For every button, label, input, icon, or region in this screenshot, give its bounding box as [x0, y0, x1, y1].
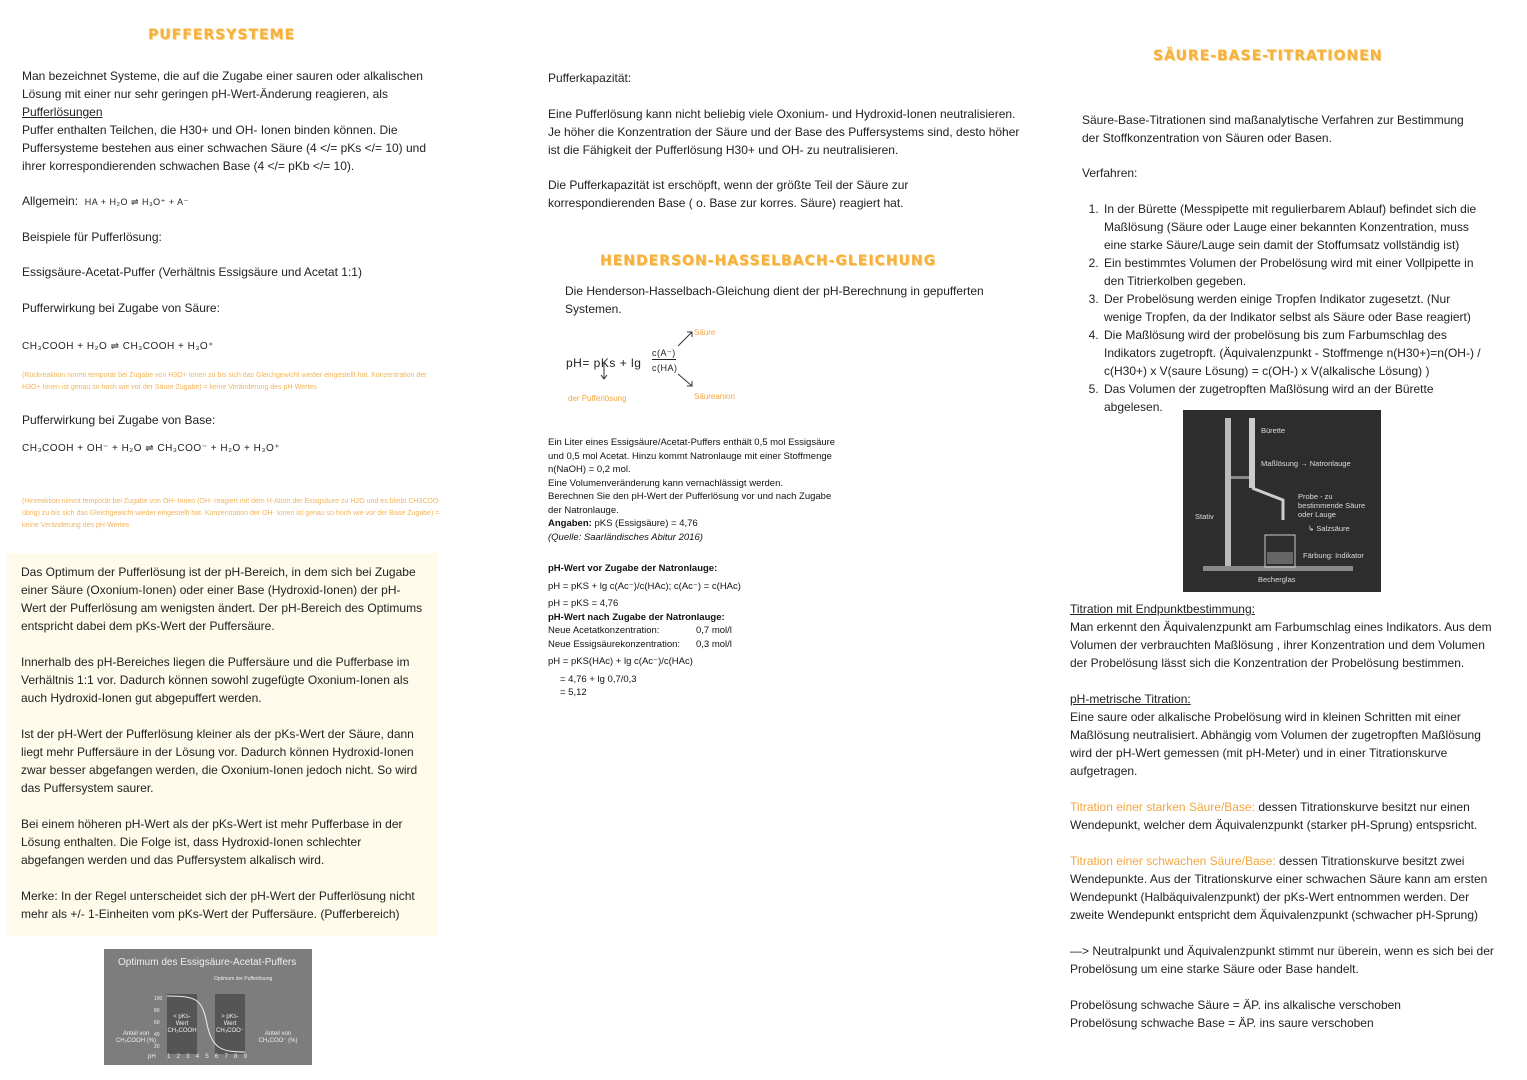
step-2: 2. Ein bestimmtes Volumen der Probelösung wird mit einer Vollpipette in den Titrierkolben gegeben. — [1102, 254, 1482, 290]
tick: 5 — [205, 1054, 209, 1060]
example-task — [548, 436, 838, 700]
hh-description: Die Henderson-Hasselbach-Gleichung dient der pH-Berechnung in gepufferten Systemen. — [565, 284, 984, 316]
label-stativ: Stativ — [1195, 512, 1214, 521]
acetat-label: Neue Acetatkonzentration: — [548, 625, 660, 636]
label-buerette: Bürette — [1261, 426, 1286, 435]
allgemein-equation: HA + H₂O ⇌ H₃O⁺ + A⁻ — [84, 197, 189, 207]
example-source: (Quelle: Saarländisches Abitur 2016) — [548, 531, 703, 543]
angaben-label: Angaben: — [548, 518, 592, 529]
formula-5: = 5,12 — [560, 687, 587, 698]
saeure-note: (Rückreaktion nimmt temporär bei Zugabe von H3O+ Ionen zu bis sich das Gleichgewicht wieder eingestellt hat. Konzentration der H3O+ Ionen ist genau so hoch wie vor der Säure Zugabe) = keine Veränderung des pH-Wertes — [22, 372, 427, 391]
ph-metrisch-heading: pH-metrische Titration: — [1070, 692, 1191, 706]
schwach-label: Titration einer schwachen Säure/Base: — [1070, 854, 1276, 868]
hh-arrows — [566, 326, 766, 396]
titration-figure — [1183, 410, 1381, 592]
optimum-figure — [104, 949, 312, 1065]
neutralpunkt-note: —> Neutralpunkt und Äquivalenzpunkt stimmt nur überein, wenn es sich bei der Probelösung um eine starke Säure oder Base handelt. — [1070, 944, 1494, 976]
optimum-paragraph: Das Optimum der Pufferlösung ist der pH-Bereich, in dem sich bei Zugabe einer Säure (Oxonium-Ionen) oder einer Base (Hydroxid-Ionen) der pH-Wert der Pufferlösung am wenigsten ändert. Der pH-Bereich des Optimums entspricht dabei dem pKs-Wert der Puffersäure. — [21, 565, 423, 633]
example-task-text: Ein Liter eines Essigsäure/Acetat-Puffers enthält 0,5 mol Essigsäure und 0,5 mol Acetat. Hinzu kommt Natronlauge mit einer Stoffmenge n(NaOH) = 0,2 mol. — [548, 437, 836, 475]
allgemein-label: Allgemein: — [22, 194, 79, 208]
essig-label: Neue Essigsäurekonzentration: — [548, 638, 681, 650]
acetat-value: 0,7 mol/l — [696, 625, 732, 636]
stark-text: dessen Titrationskurve besitzt nur einen Wendepunkt, welcher dem Äquivalenzpunkt (starker pH-Sprung) entspsricht. — [1070, 800, 1478, 832]
stark-label: Titration einer starken Säure/Base: — [1070, 800, 1255, 814]
verhaeltnis-paragraph: Innerhalb des pH-Bereiches liegen die Puffersäure und die Pufferbase im Verhältnis 1:1 vor. Dadurch können sowohl zugefügte Oxonium-Ionen als auch Hydroxid-Ionen gut abgepuffert werden. — [21, 655, 410, 705]
allgemein-line — [22, 192, 189, 211]
title-titrationen: SÄURE-BASE-TITRATIONEN — [1153, 48, 1383, 64]
titration-details — [1070, 600, 1495, 1032]
step-3: 3. Der Probelösung werden einige Tropfen Indikator zugesetzt. (Nur wenige Tropfen, da der Indikator selbst als Säure oder Base reagiert) — [1102, 290, 1482, 326]
saeure-heading: Pufferwirkung bei Zugabe von Säure: — [22, 301, 220, 315]
schwach-paragraph — [1070, 852, 1495, 924]
kapazitaet-paragraph-2: Die Pufferkapazität ist erschöpft, wenn der größte Teil der Säure zur korrespondierenden Base ( o. Base zur korres. Säure) reagiert hat. — [548, 178, 909, 210]
title-puffersysteme: PUFFERSYSTEME — [148, 27, 296, 43]
hh-anion-label: Säureanion — [694, 392, 735, 401]
beispiel-1: Essigsäure-Acetat-Puffer (Verhältnis Essigsäure und Acetat 1:1) — [22, 265, 362, 279]
step-1: 1. In der Bürette (Messpipette mit regulierbarem Ablauf) befindet sich die Maßlösung (Säure oder Lauge einer bekannten Konzentration, muss eine starke Säure/Lauge sein damit der Stoffumsatz vollständig ist) — [1102, 200, 1482, 254]
hoeher-paragraph: Bei einem höheren pH-Wert als der pKs-Wert ist mehr Pufferbase in der Lösung enthalten. Die Folge ist, dass Hydroxid-Ionen schlechter abgefangen werden und das Puffersystem alkalisch wird. — [21, 817, 403, 867]
kapazitaet-heading: Pufferkapazität: — [548, 71, 632, 85]
tick: 40 — [154, 1032, 160, 1038]
definition-paragraph — [22, 67, 452, 121]
title-henderson-hasselbach: HENDERSON-HASSELBACH-GLEICHUNG — [600, 253, 937, 269]
kleiner-paragraph: Ist der pH-Wert der Pufferlösung kleiner als der pKs-Wert der Säure, dann liegt mehr Puffersäure in der Lösung vor. Dadurch können Hydroxid-Ionen zwar besser abgefangen werden, die Oxonium-Ionen jedoch nicht. So wird das Puffersystem saurer. — [21, 727, 418, 795]
label-becherglas: Becherglas — [1258, 575, 1296, 584]
label-massloesung: Maßlösung → Natronlauge — [1261, 459, 1351, 468]
figure-ph-label: pH — [148, 1054, 156, 1060]
hh-numerator: c(A⁻) — [652, 348, 676, 358]
figure-y-ticks-left — [154, 993, 162, 1053]
example-task-volume: Eine Volumenveränderung kann vernachlässigt werden. — [548, 477, 784, 489]
definition-text: Man bezeichnet Systeme, die auf die Zugabe einer sauren oder alkalischen Lösung mit einer nur sehr geringen pH-Wert-Änderung reagieren, als — [22, 69, 423, 101]
formula-2: pH = pKS = 4,76 — [548, 598, 619, 609]
tick: 1 — [167, 1054, 171, 1060]
optimum-box — [7, 553, 438, 936]
angaben-value: pKS (Essigsäure) = 4,76 — [594, 518, 698, 529]
figure-left-region: < pKs-Wert CH₃COOH — [167, 994, 197, 1054]
formula-1: pH = pKS + lg c(Ac⁻)/c(HAc); c(Ac⁻) = c(HAc) — [548, 580, 741, 592]
hh-equation-left: pH= pKs + lg — [566, 356, 642, 370]
tick: 8 — [234, 1054, 238, 1060]
vor-heading: pH-Wert vor Zugabe der Natronlauge: — [548, 563, 718, 574]
pufferloesungen-term: Pufferlösungen — [22, 105, 103, 119]
acetat-row — [548, 624, 838, 638]
titration-intro: Säure-Base-Titrationen sind maßanalytische Verfahren zur Bestimmung der Stoffkonzentration von Säuren oder Basen. — [1082, 113, 1464, 145]
hh-saeure-label: Säure — [694, 328, 716, 337]
base-equation: CH₃COOH + OH⁻ + H₂O ⇌ CH₃COO⁻ + H₂O + H₃O⁺ — [22, 443, 281, 454]
label-probe: Probe - zu bestimmende Säure oder Lauge — [1298, 492, 1366, 519]
endpunkt-paragraph: Man erkennt den Äquivalenzpunkt am Farbumschlag eines Indikators. Aus dem Volumen der verbrauchten Maßlösung , ihrer Konzentration und dem Volumen der Probelösung lässt sich die Konzentration der Probelösung bestimmen. — [1070, 620, 1492, 670]
tick: 20 — [154, 1044, 160, 1050]
figure-right-axis: Anteil von CH₃COO⁻ (%) — [258, 1031, 298, 1044]
kapazitaet-paragraph-1: Eine Pufferlösung kann nicht beliebig viele Oxonium- und Hydroxid-Ionen neutralisieren. Je höher die Konzentration der Säure und der Base des Puffersystems sind, desto höher ist die Fähigkeit der Pufferlösung H30+ und OH- zu neutralisieren. — [548, 107, 1020, 157]
ph-metrisch-paragraph: Eine saure oder alkalische Probelösung wird in kleinen Schritten mit einer Maßlösung neutralisiert. Abhängig vom Volumen der zugetropften Maßlösung wird der pH-Wert gemessen (mit pH-Meter) und in einer Titrationskurve aufgetragen. — [1070, 710, 1481, 778]
figure-x-ticks — [167, 1054, 247, 1061]
tick: 100 — [154, 996, 163, 1002]
schwache-saeure-note: Probelösung schwache Säure = ÄP. ins alkalische verschoben — [1070, 998, 1401, 1012]
tick: 2 — [176, 1054, 180, 1060]
essig-value: 0,3 mol/l — [696, 638, 732, 650]
example-task-question: Berechnen Sie den pH-Wert der Pufferlösung vor und nach Zugabe der Natronlauge. — [548, 491, 832, 516]
figure-curve — [167, 994, 245, 1054]
figure-title: Optimum des Essigsäure-Acetat-Puffers — [118, 957, 297, 968]
saeure-equation: CH₃COOH + H₂O ⇌ CH₃COOH + H₃O⁺ — [22, 341, 214, 352]
base-heading: Pufferwirkung bei Zugabe von Base: — [22, 413, 216, 427]
formula-3: pH = pKS(HAc) + lg c(Ac⁻)/c(HAc) — [548, 656, 693, 667]
verfahren-heading: Verfahren: — [1082, 166, 1138, 180]
tick: 6 — [214, 1054, 219, 1060]
tick: 4 — [195, 1054, 200, 1060]
step-4: 4. Die Maßlösung wird der probelösung bis zum Farbumschlag des Indikators zugetropft. (Äquivalenzpunkt - Stoffmenge n(H30+)=n(OH-) / c(H30+) x V(saure Lösung) = c(OH-) x V(alkalische Lösung) ) — [1102, 326, 1482, 380]
verfahren-steps — [1082, 200, 1482, 416]
label-faerbung: Färbung: Indikator — [1303, 551, 1364, 560]
hh-equation — [566, 328, 766, 408]
nach-heading: pH-Wert nach Zugabe der Natronlauge: — [548, 611, 725, 623]
hh-puffer-label: der Pufferlösung — [568, 394, 627, 403]
step-5: 5. Das Volumen der zugetropften Maßlösung wird an der Bürette abgelesen. — [1102, 380, 1482, 416]
figure-optimum-label: Optimum der Pufferlösung — [214, 976, 273, 982]
tick: 80 — [154, 1008, 160, 1014]
endpunkt-heading: Titration mit Endpunktbestimmung: — [1070, 602, 1255, 616]
puffer-paragraph: Puffer enthalten Teilchen, die H30+ und OH- Ionen binden können. Die Puffersysteme bestehen aus einer schwachen Säure (4 </= pKs </= 10) und ihrer korrespondierenden schwachen Base (4 </= pKb </= 10). — [22, 123, 427, 173]
base-note: (Hinreaktion nimmt temporär bei Zugabe von OH- Ionen (OH- reagiert mit dem H-Atom der Essigsäure zu H2O und es bleibt CH3COO- übrig) zu bis sich das Gleichgewicht wieder eingestellt hat. Konzentration der OH- Ionen ist genau so hoch wie vor der Base Zugabe) = keine Veränderung des pH-Wertes — [22, 498, 441, 529]
figure-left-axis: Anteil von CH₃COOH (%) — [115, 1031, 157, 1044]
essig-row — [548, 638, 838, 652]
label-salzsaeure: ↳ Salzsäure — [1308, 524, 1350, 533]
formula-4: = 4,76 + lg 0,7/0,3 — [560, 673, 637, 685]
tick: 3 — [186, 1054, 190, 1060]
tick: 9 — [243, 1054, 247, 1060]
tick: 60 — [154, 1020, 160, 1026]
schwach-text: dessen Titrationskurve besitzt zwei Wendepunkte. Aus der Titrationskurve einer schwachen Säure kann am ersten Wendepunkt (Halbäquivalenzpunkt) der pKs-Wert entnommen werden. Der zweite Wendepunkt entspricht dem Äquivalenzpunkt (schwacher pH-Sprung) — [1070, 854, 1488, 922]
schwache-base-note: Probelösung schwache Base = ÄP. ins saure verschoben — [1070, 1016, 1374, 1030]
stark-paragraph — [1070, 798, 1495, 834]
figure-right-region: > pKs-Wert CH₃COO⁻ — [215, 994, 245, 1054]
beispiele-heading: Beispiele für Pufferlösung: — [22, 230, 162, 244]
hh-denominator: c(HA) — [652, 363, 678, 373]
merke-paragraph: Merke: In der Regel unterscheidet sich der pH-Wert der Pufferlösung nicht mehr als +/- 1-Einheiten vom pKs-Wert der Puffersäure. (Pufferbereich) — [21, 889, 415, 921]
tick: 7 — [224, 1054, 228, 1060]
